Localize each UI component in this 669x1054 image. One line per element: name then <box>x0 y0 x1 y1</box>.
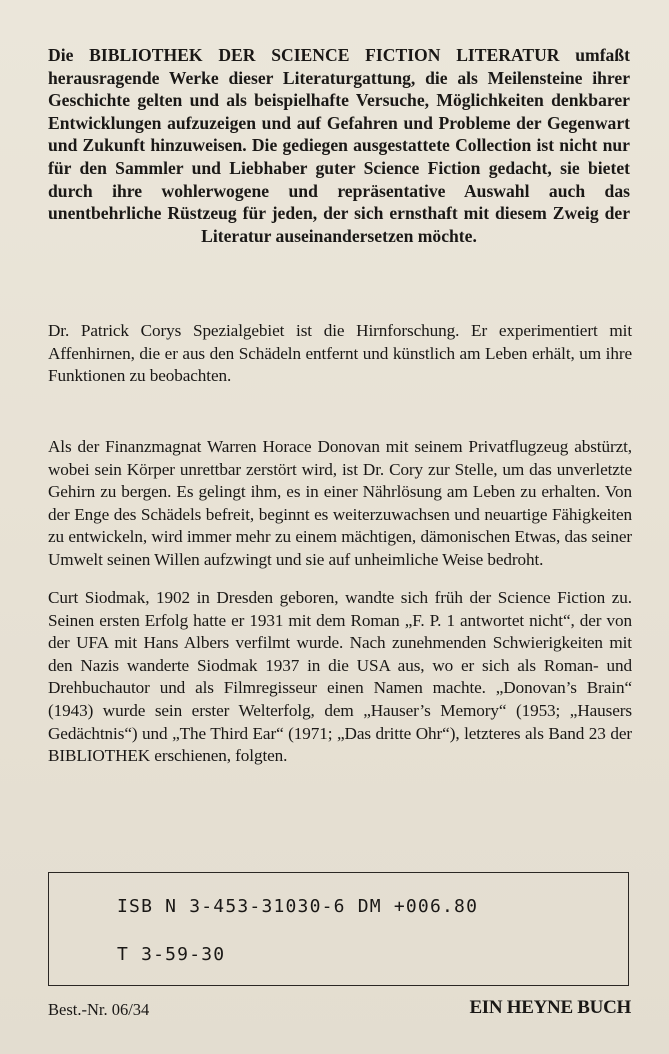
isbn-price-box <box>48 872 629 986</box>
synopsis-paragraph-2: Als der Finanzmagnat Warren Horace Donovan mit seinem Privatflugzeug abstürzt, wobei sein Körper unrettbar zerstört wird, ist Dr. Cory zur Stelle, um das unverletzte Gehirn zu bergen. Es gelingt ihm, es in einer Nährlösung am Leben zu erhalten. Von der Enge des Schädels befreit, beginnt es weiterzuwachsen und neuartige Fähigkeiten zu entwickeln, wird immer mehr zu einem mächtigen, dämonischen Etwas, das seiner Umwelt seinen Willen aufzwingt und sie auf unheimliche Weise bedroht. <box>48 437 632 569</box>
series-description: Die BIBLIOTHEK DER SCIENCE FICTION LITERATUR umfaßt herausragende Werke dieser Literaturgattung, die als Meilensteine ihrer Geschichte gelten und als beispielhafte Versuche, Möglichkeiten denkbarer Entwicklungen aufzuzeigen und auf Gefahren und Probleme der Gegenwart und Zukunft hinzuweisen. Die gediegen ausgestattete Collection ist nicht nur für den Sammler und Liebhaber guter Science Fiction gedacht, sie bietet durch ihre wohlerwogene und repräsentative Auswahl auch das unentbehrliche Rüstzeug für jeden, der sich ernsthaft mit diesem Zweig der Literatur auseinandersetzen möchte. <box>48 45 630 246</box>
order-number: Best.-Nr. 06/34 <box>48 1000 150 1019</box>
isbn-price-line: ISB N 3-453-31030-6 DM +006.80 <box>117 896 479 917</box>
author-biography: Curt Siodmak, 1902 in Dresden geboren, wandte sich früh der Science Fiction zu. Seinen ersten Erfolg hatte er 1931 mit dem Roman „F. P. 1 antwortet nicht“, der von der UFA mit Hans Albers verfilmt wurde. Nach zunehmenden Schwierigkeiten mit den Nazis wanderte Siodmak 1937 in die USA aus, wo er sich als Roman- und Drehbuchautor und als Filmregisseur einen Namen machte. „Donovan’s Brain“ (1943) wurde sein erster Welterfolg, dem „Hauser’s Memory“ (1953; „Hausers Gedächtnis“) und „The Third Ear“ (1971; „Das dritte Ohr“), letzteres als Band 23 der BIBLIOTHEK erschienen, folgten. <box>48 588 632 766</box>
publisher-imprint: EIN HEYNE BUCH <box>469 997 631 1018</box>
catalog-code-line: T 3-59-30 <box>117 944 226 965</box>
synopsis-paragraph-1: Dr. Patrick Corys Spezialgebiet ist die Hirnforschung. Er experimentiert mit Affenhirnen, die er aus den Schädeln entfernt und künstlich am Leben erhält, um ihre Funktionen zu beobachten. <box>48 321 632 386</box>
